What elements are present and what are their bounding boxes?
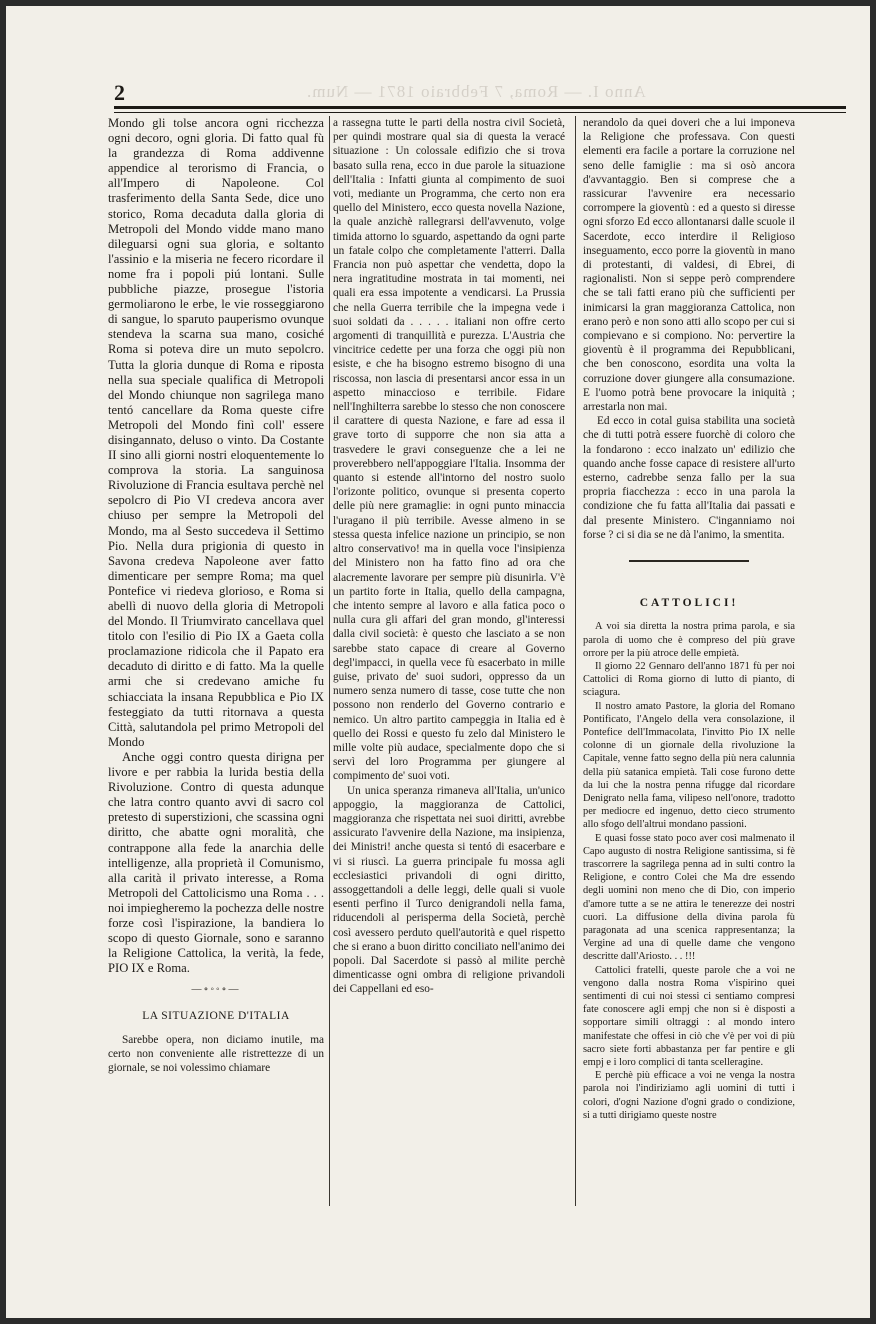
cattolici-paragraph-5: Cattolici fratelli, queste parole che a voi ne vengono dalla nostra Roma v'ispirino quei sentimenti di cui noi stessi ci sentiamo compresi fate conoscere agli empj che non si è disposti a sopportare simili oltraggi : al mondo intero manifestate che offesi in ciò che v'è per voi di più sacro siete forti abbastanza per far pentire e gli empj e i loro complici di tanta scelleragine. [583, 964, 795, 1068]
column-2 [333, 116, 565, 997]
bleed-through-text: Anno I. — Roma, 7 Febbraio 1871 — Num. [306, 82, 646, 101]
col3-paragraph-2: Ed ecco in cotal guisa stabilita una società che di tutti potrà essere fuorchè di coloro che la fondarono : ecco inalzato un' edilizio che quando anche fosse capace di resistere all'urto esterno, cadrebbe senza fallo per la sua propria fiacchezza : ecco in una parola la condizione che fu fatta all'Italia dai passati e dal presente Ministero. C'inganniamo noi forse ? ci si dia se ne dà l'animo, la smentita. [583, 415, 795, 541]
cattolici-article [583, 620, 795, 1122]
header-rule-thick [114, 106, 846, 109]
cattolici-paragraph-4: E quasi fosse stato poco aver così malmenato il Capo augusto di nostra Religione santissima, si fè trascorrere la sagrilega penna ad in sulti contro la Religione, e contro Colei che Ma dre essendo degli uomini non meno che di Dio, con imperio d'amore tutte a se ne attira le tenerezze dei nostri cuori. La diffusione della divina parola fù paragonata ad una scenica rappresentanza; la Vergine ad una di quelle dame che vengono descritte dall'Ariosto. . . !!! [583, 832, 795, 963]
col3-paragraph-1: nerandolo da quei doveri che a lui imponeva la Religione che professava. Con questi elementi era facile a portare la corruzione nel seno delle famiglie : ma si osò ancora d'avvantaggio. Ben si comprese che a rassicurar l'avvenire era necessario corrompere la gioventù : ed a questo si diresse ogni sforzo Ed ecco allontanarsi dalle scuole il Sacerdote, ecco interdire il Religioso inseguamento, ecco porre la gioventù in mano di protestanti, di valdesi, di Ebrei, di ragionalisti. Non si seppe però comprendere che se tali fatti erano più che sufficienti per inimicarsi la gran maggioranza Cattolica, non erano però e non sono atti allo scopo per cui si compievano e si compiono. No: pervertire la gioventù è il programma dei Repubblicani, che ben conoscono, esordita una volta la corruzione dover giungere alla consumazione. E l'uomo potrà bene provocare la iniquità ; arrestarla non mai. [583, 117, 795, 414]
column-3 [583, 116, 795, 1122]
col2-paragraph-1: a rassegna tutte le parti della nostra civil Società, per quindi mostrare qual sia di questa la veracé situazione : Un colossale edifizio che si trova basato sulla rena, ecco in due parole la situazione dell'Italia : Infatti giunta al compimento de suoi voti, mediante un Programma, che certo non era quello del Ministero, ecco questa novella Nazione, la quale anzichè rallegrarsi dell'avvenuto, volge timida attorno lo sguardo, aspettando da ogni parte un fatale colpo che completamente l'atterri. Dalla Francia non può aspettar che vendetta, dopo la nera ingratitudine mostrata in tai momenti, nei quali era essa impotente a vendicarsi. La Prussia che nella Guerra terribile che la impegna vede i suoi soldati da . . . . . italiani non offre certo argomenti di tranquillità e purezza. L'Austria che vincitrice cedette per una forza che oggi più non esiste, e che ha bisogno estremo bisogno di una riscossa, non lascia di presentarsi ancor essa in un aspetto minaccioso e terribile. Fidare nell'Inghilterra sarebbe lo stesso che non conoscere il carattere di questa Nazione, e fare ad essa il grave torto di supporre che non sia atta a trasvedere le gravi conseguenze che a lei ne proverebbero nell'appoggiare l'Italia. Insomma der quanto si estende all'intorno del nostro suolo l'orizonte politico, ovunque si presenta coperto delle più nere gramaglie: in ogni punto minaccia l'uragano il più terribile. Avesse almeno in se stessa questa infelice nazione un principio, se non altro conservativo! ma in quella voce l'insipienza del Ministero non ha fatto fino ad ora che alacremente lavorare per sempre più disunirla. V'è un partito forte in Italia, quello della campagna, che intento sempre al lavoro e alla fatica poco o nulla cura gli affari del gran mondo, gl'interessi dalla civil società: è questo che lasciato a se non sarebbe stato capace di creare al Governo degl'impacci, in quella vece fù esacerbato in mille guise, privato de' suoi sudori, oppresso da un numero senza numero di tasse, cose tutte che non possono non renderlo del Governo contrario e nemico. Un altro partito campeggia in Italia ed è quello dei Rossi e questo fu zelo dal Ministero le mille volte più audace, specialmente dopo che si servì del loro Programma per giungere al compimento de' suoi voti. [333, 117, 565, 783]
cattolici-paragraph-2: Il giorno 22 Gennaro dell'anno 1871 fù per noi Cattolici di Roma giorno di lutto di pianto, di sciagura. [583, 660, 795, 699]
col1-paragraph-2: Anche oggi contro questa dirigna per livore e per rabbia la lurida bestia della Rivoluzione. Contro di questa adunque che latra contro quanto avvi di sacro col pretesto di superstizioni, che scassina ogni diritto, che abatte ogni moralità, che contrappone alla fede la anarchia delle intelligenze, alla proprietà il Comunismo, alla carità il privato interesse, a Roma Metropoli del Cattolicismo una Roma . . . noi impiegheremo la pochezza delle nostre forze così l'ispirazione, la bandiera lo scopo di questo Giornale, sono e saranno la Religione Cattolica, la verità, la fede, PIO IX e Roma. [108, 749, 324, 976]
page-header [6, 6, 870, 116]
column-divider-1 [329, 116, 330, 1206]
section-title-situazione: LA SITUAZIONE D'ITALIA [142, 1010, 290, 1023]
section-divider-ornament [629, 560, 749, 562]
col1-paragraph-3: Sarebbe opera, non diciamo inutile, ma certo non conveniente alle ristrettezze di un giornale, se noi volessimo chiamare [108, 1033, 324, 1074]
col1-paragraph-1: Mondo gli tolse ancora ogni ricchezza ogni decoro, ogni gloria. Di fatto qual fù la grandezza di Roma addivenne appendice al terorismo di Francia, o all'Impero di Napoleone. Col trasferimento della Santa Sede, dice uno storico, Roma decaduta dalla gloria di Metropoli del Mondo vidde mano mano dileguarsi ogni sua gloria, e soltanto l'assinio e la miseria ne fecero ricordare il nome fra i popoli piú lontani. Sulle pubbliche piazze, prosegue l'istoria germoliarono le erbe, le vie rosseggiarono di sangue, lo sparuto pauperismo ovunque stendeva la scarna sua mano, cosiché Roma si poteva dire un muto sepolcro. Tutta la gloria dunque di Roma e riposta nella sua speciale qualifica di Metropoli del Mondo chiunque non sagrilega mano tentó cancellare da Roma queste cifre Metropoli del Mondo finì coll' essere disingannato, deluso o vinto. Da Costante II sino alli giorni nostri eloquentemente lo comprova la storia. La sanguinosa Rivoluzione di Francia esultava perchè nel sepolcro di Pio VI credeva ancora aver chiuso per sempre la Metropoli del Mondo, ma al Sesto succedeva il Settimo Pio. Nella dura prigionia di questo in Savona credeva Napoleone aver fatto dimenticare per sempre Roma; ma quel Pontefice vi riedeva glorioso, e Roma si abellì di nuovo della gloria di Metropoli del Mondo. Il Triumvirato cancellava quel titolo con l'esilio di Pio IX a Gaeta colla proclamazione ridicola che il Papato era decaduto di diritto e di fatto. Ma la quelle armi che si credevano amiche fu schiacciata la insana Repubblica e Pio IX festeggiato da tutti ritornava a questa Città, salutandola pel primo Metropoli del Mondo [108, 116, 324, 749]
cattolici-paragraph-1: A voi sia diretta la nostra prima parola, e sia parola di uomo che è compreso del più grave orrore per la più atroce delle empietà. [583, 621, 795, 659]
cattolici-paragraph-6: E perchè più efficace a voi ne venga la nostra parola noi l'indiriziamo agli uomini di tutti i colori, d'ogni Nazione d'ogni grado o condizione, si a tutti dirigiamo queste nostre [583, 1070, 795, 1121]
section-ornament: —∘◦◦∘— [191, 984, 241, 996]
col2-paragraph-2: Un unica speranza rimaneva all'Italia, un'unico appoggio, la maggioranza de Cattolici, maggioranza che rispettata nei suoi diritti, avrebbe assicurato l'avvenire della Nazione, ma insipienza, dei Ministri! anche questa si tentó di esacerbare e vi si riuscì. La guerra principale fu mossa agli ecclesiastici privandoli di ogni diritto, assoggettandoli a delle leggi, delle quali si vuole esenti perfino il Turco denigrandoli nella fama, riducendoli al perisperma della Società, perchè così avessero perduto quell'autorità e quel rispetto che si erano a buon diritto conciliato nell'animo dei popoli. Dal Sacerdote si passò al milite perchè dimenticasse ogni ombra di religione privandoli dei Cappellani ed eso- [333, 784, 565, 996]
column-divider-2 [575, 116, 576, 1206]
section-title-cattolici: CATTOLICI! [639, 597, 739, 610]
cattolici-paragraph-3: Il nostro amato Pastore, la gloria del Romano Pontificato, l'Angelo della vera consolazione, il Pontefice dell'Immacolata, l'invitto Pio IX nelle colonne di un giornale della rivoluzione la Capitale, venne fatto segno della più nera calunnia della più satanica empietà. Tali cose furono dette da lui che la nostra penna rifugge dal ricordare Denigrato nella fama, vilipeso nell'onore, tradotto per mediocre ed ingenuo, detto cieco strumento allo sfogo dell'altrui mondano passioni. [583, 700, 795, 831]
header-rule-thin [114, 112, 846, 113]
page-number: 2 [114, 80, 125, 105]
column-1 [108, 116, 324, 1075]
